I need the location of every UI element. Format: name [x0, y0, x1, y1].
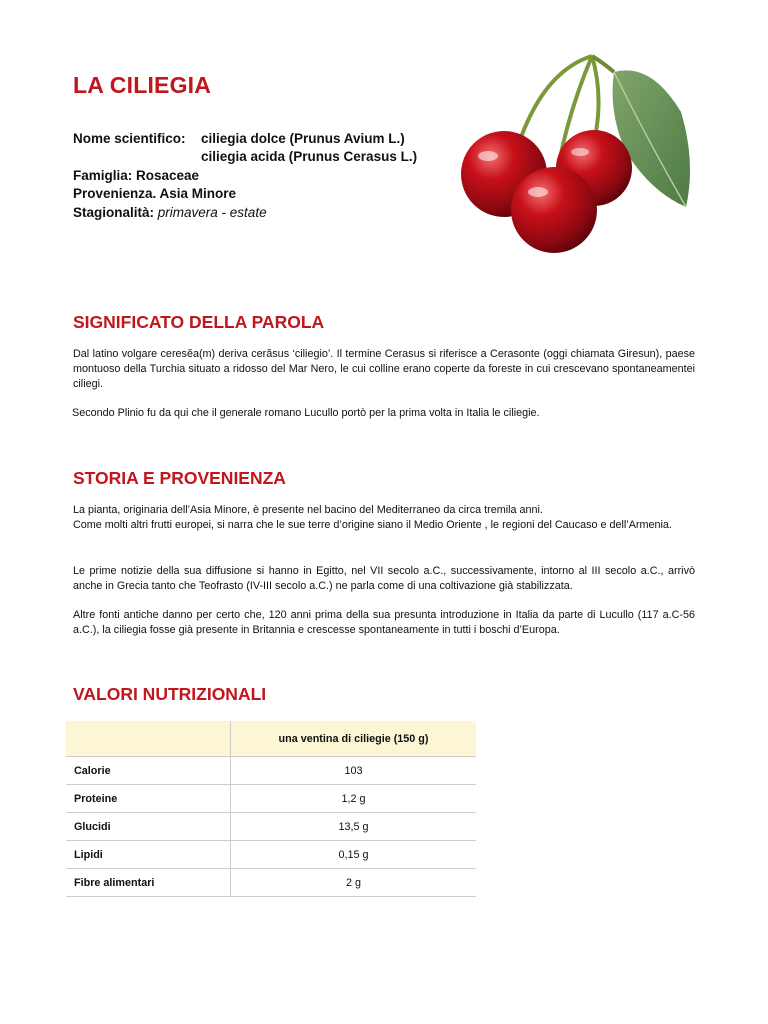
- cherry-image: [446, 42, 702, 256]
- nutrient-value: 2 g: [231, 869, 477, 897]
- nutrient-label: Fibre alimentari: [66, 869, 231, 897]
- history-paragraph-2: Le prime notizie della sua diffusione si hanno in Egitto, nel VII secolo a.C., successivamente, intorno al III secolo a.C., arrivò anche in Grecia tanto che Teofrasto (IV-III secolo a.C.) ne parla come di una coltivazione già stabilizzata.: [73, 565, 695, 592]
- season-label: Stagionalità:: [73, 204, 155, 220]
- fact-sheet: [73, 130, 417, 222]
- page-title: LA CILIEGIA: [73, 72, 212, 98]
- nutrition-header-empty: [66, 721, 231, 757]
- nutrition-header-row: [66, 721, 476, 757]
- nutrition-table: [66, 721, 476, 897]
- season-value: primavera - estate: [157, 204, 267, 220]
- table-row: [66, 813, 476, 841]
- table-row: [66, 785, 476, 813]
- nutrition-column-header: una ventina di ciliegie (150 g): [231, 721, 477, 757]
- section-heading-history: STORIA E PROVENIENZA: [73, 468, 286, 488]
- nutrient-value: 0,15 g: [231, 841, 477, 869]
- table-row: [66, 841, 476, 869]
- meaning-paragraph-1: Dal latino volgare ceresĕa(m) deriva cerăsus ‘ciliegio’. Il termine Cerasus si riferisce a Cerasonte (oggi chiamata Giresun), paese montuoso della Turchia situato a ridosso del Mar Nero, le cui colline erano coperte da foreste in cui crescevano spontaneamentei ciliegi.: [73, 348, 695, 390]
- nutrient-label: Lipidi: [66, 841, 231, 869]
- nutrient-value: 103: [231, 757, 477, 785]
- scientific-name-sour: ciliegia acida (Prunus Cerasus L.): [201, 149, 418, 165]
- table-row: [66, 869, 476, 897]
- scientific-name-row: [73, 130, 417, 167]
- history-paragraph-1: [73, 503, 695, 533]
- origin-line: Provenienza. Asia Minore: [73, 186, 237, 202]
- family-line: Famiglia: Rosaceae: [73, 167, 200, 183]
- nutrient-label: Glucidi: [66, 813, 231, 841]
- scientific-name-values: [201, 130, 417, 167]
- season-line: [73, 204, 417, 222]
- nutrient-label: Proteine: [66, 785, 231, 813]
- section-heading-meaning: SIGNIFICATO DELLA PAROLA: [73, 312, 325, 332]
- meaning-paragraph-2: Secondo Plinio fu da qui che il generale romano Lucullo portò per la prima volta in Italia le ciliegie.: [72, 407, 540, 419]
- nutrient-value: 13,5 g: [231, 813, 477, 841]
- section-heading-nutrition: VALORI NUTRIZIONALI: [73, 684, 267, 704]
- nutrient-value: 1,2 g: [231, 785, 477, 813]
- nutrient-label: Calorie: [66, 757, 231, 785]
- history-paragraph-3: Altre fonti antiche danno per certo che, 120 anni prima della sua presunta introduzione in Italia da parte di Lucullo (117 a.C-56 a.C.), la ciliegia fosse già presente in Britannia e crescesse spontaneamente in tutti i boschi d’Europa.: [73, 609, 695, 636]
- history-paragraph-1b: Come molti altri frutti europei, si narra che le sue terre d’origine siano il Medio Oriente , le regioni del Caucaso e dell’Armenia.: [73, 519, 672, 531]
- scientific-name-sweet: ciliegia dolce (Prunus Avium L.): [201, 131, 405, 146]
- scientific-name-label: Nome scientifico:: [73, 131, 186, 146]
- table-row: [66, 757, 476, 785]
- history-paragraph-1a: La pianta, originaria dell’Asia Minore, è presente nel bacino del Mediterraneo da circa tremila anni.: [73, 504, 543, 516]
